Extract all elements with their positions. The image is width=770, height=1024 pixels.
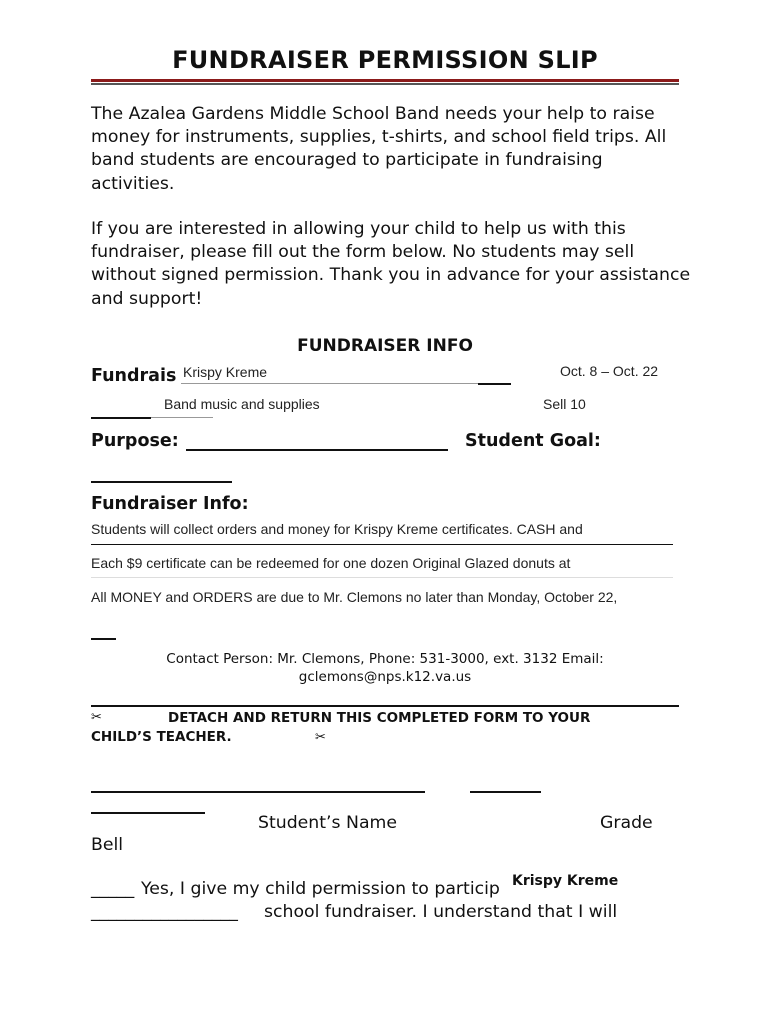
permission-checkbox-blank[interactable]: _____ — [91, 879, 135, 899]
detach-instruction-cont: CHILD’S TEACHER. — [91, 729, 232, 745]
info-line-2-rule — [91, 577, 673, 578]
intro-paragraph-1: The Azalea Gardens Middle School Band needs your help to raise money for instruments, supplies, t-shirts, and school field trips. All band students are encouraged to participate in fundraising activities. — [91, 104, 667, 194]
fundraiser-name-field-line — [181, 383, 481, 384]
detach-instruction: DETACH AND RETURN THIS COMPLETED FORM TO YOUR — [168, 710, 591, 726]
grade-label: Grade — [600, 813, 653, 833]
info-line-1-rule — [91, 544, 673, 545]
scissors-icon-2: ✂ — [315, 730, 326, 745]
contact-email: gclemons@nps.k12.va.us — [298, 669, 472, 685]
page-title: FUNDRAISER PERMISSION SLIP — [172, 46, 598, 74]
purpose-label: Purpose: — [91, 431, 179, 451]
permission-fundraiser-field[interactable]: Krispy Kreme — [508, 873, 622, 889]
student-name-underline — [91, 791, 425, 793]
info-end-underline — [91, 638, 116, 640]
fundraiser-label: Fundrais — [91, 366, 177, 386]
fundraiser-name-underline — [478, 383, 511, 385]
purpose-underline — [186, 449, 448, 451]
fundraiser-dates-field[interactable]: Oct. 8 – Oct. 22 — [560, 363, 659, 379]
info-line-1[interactable]: Students will collect orders and money for Krispy Kreme certificates. CASH and — [91, 521, 583, 537]
info-line-2[interactable]: Each $9 certificate can be redeemed for one dozen Original Glazed donuts at — [91, 555, 571, 571]
permission-text-2: school fundraiser. I understand that I will — [264, 902, 618, 922]
sell-goal-field[interactable]: Sell 10 — [543, 396, 586, 412]
student-goal-label: Student Goal: — [465, 431, 601, 451]
info-line-3[interactable]: All MONEY and ORDERS are due to Mr. Clemons no later than Monday, October 22, — [91, 589, 618, 605]
fundraiser-info-label: Fundraiser Info: — [91, 494, 249, 514]
row2-field-line — [151, 417, 213, 418]
intro-paragraph-2: If you are interested in allowing your child to help us with this fundraiser, please fill out the form below. No students may sell without signed permission. Thank you in advance for your assistance and support! — [91, 219, 691, 309]
contact-line-1: Contact Person: Mr. Clemons, Phone: 531-3000, ext. 3132 Email: — [166, 651, 604, 667]
title-divider — [91, 79, 679, 85]
fundraiser-info-heading: FUNDRAISER INFO — [297, 336, 473, 356]
detach-divider — [91, 705, 679, 707]
row2-underline — [91, 417, 151, 419]
permission-text-1: Yes, I give my child permission to particip — [141, 879, 500, 899]
permission-blank-2[interactable]: _________________ — [91, 902, 238, 922]
student-name-label: Student’s Name — [258, 813, 398, 833]
scissors-icon: ✂ — [91, 710, 102, 725]
grade-underline — [470, 791, 541, 793]
bell-underline — [91, 812, 205, 814]
bell-label: Bell — [91, 835, 124, 855]
student-goal-underline — [91, 481, 232, 483]
fundraiser-name-field[interactable]: Krispy Kreme — [183, 364, 268, 380]
purpose-filled-field[interactable]: Band music and supplies — [164, 396, 320, 412]
